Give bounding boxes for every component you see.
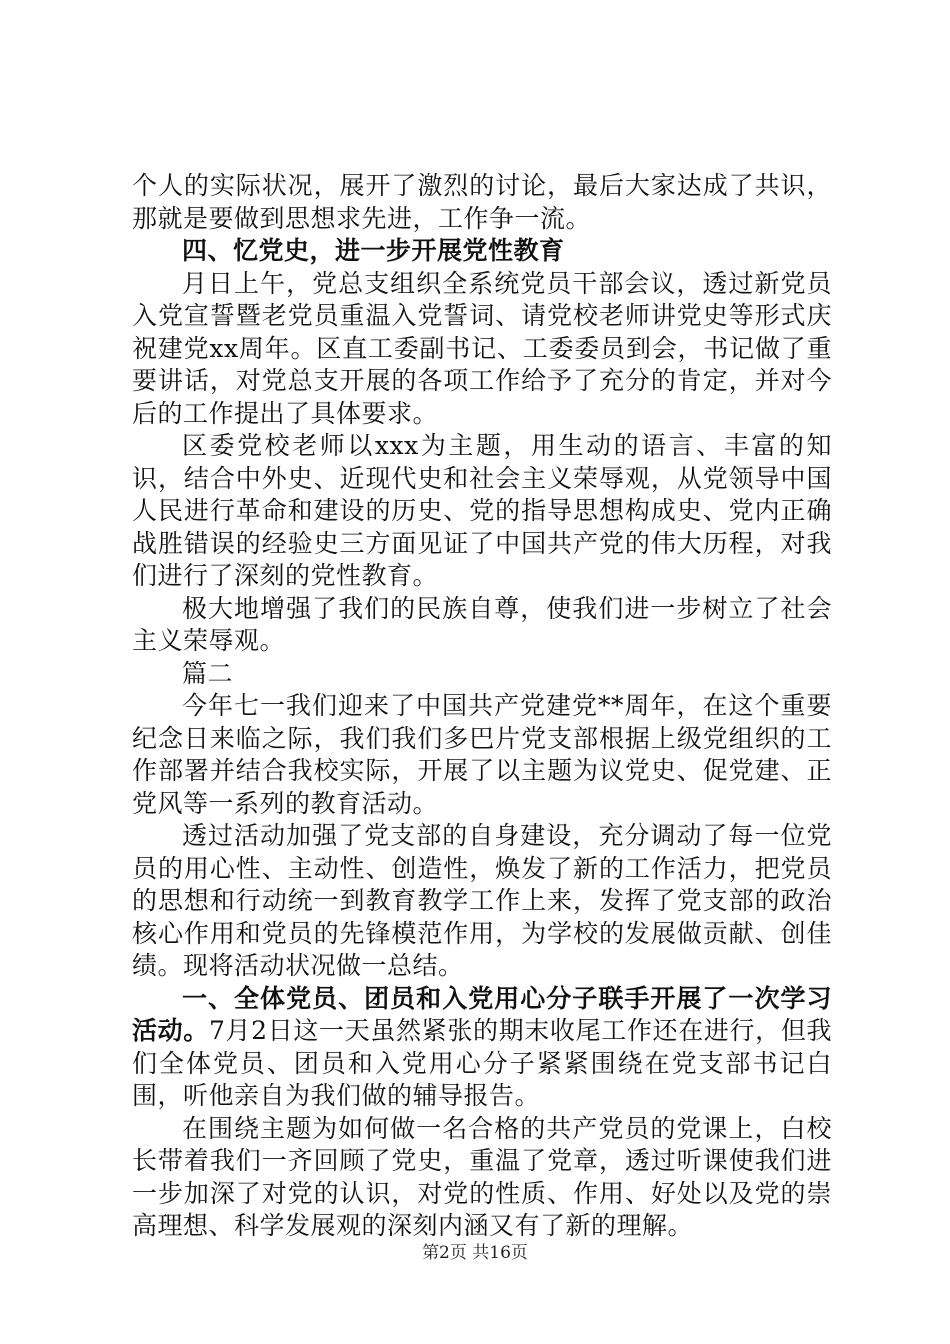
inline-heading: 一、全体党员、团员和入党用心分子联手开展了一次学习活动。 (132, 983, 832, 1045)
section-label: 篇二 (182, 658, 234, 688)
paragraph: 区委党校老师以xxx为主题，用生动的语言、丰富的知识，结合中外史、近现代史和社会主义荣辱观，从党领导中国人民进行革命和建设的历史、党的指导思想构成史、党内正确战胜错误的经验史三方面见证了中国共产党的伟大历程，对我们进行了深刻的党性教育。 (132, 431, 832, 590)
paragraph: 在围绕主题为如何做一名合格的共产党员的党课上，白校长带着我们一齐回顾了党史，重温了党章，透过听课使我们进一步加深了对党的认识，对党的性质、作用、好处以及党的崇高理想、科学发展观的深刻内涵又有了新的理解。 (132, 1113, 832, 1240)
paragraph-text: 7月2日这一天虽然紧张的期末收尾工作还在进行，但我们全体党员、团员和入党用心分子紧紧围绕在党支部书记白围，听他亲自为我们做的辅导报告。 (132, 1016, 832, 1110)
paragraph: 极大地增强了我们的民族自尊，使我们进一步树立了社会主义荣辱观。 (132, 593, 832, 655)
page-footer: 第2页 共16页 (422, 1243, 528, 1263)
paragraph: 个人的实际状况，展开了激烈的讨论，最后大家达成了共识，那就是要做到思想求先进，工作争一流。 (132, 171, 832, 233)
paragraph: 月日上午，党总支组织全系统党员干部会议，透过新党员入党宣誓暨老党员重温入党誓词、请党校老师讲党史等形式庆祝建党xx周年。区直工委副书记、工委委员到会，书记做了重要讲话，对党总支开展的各项工作给予了充分的肯定，并对今后的工作提出了具体要求。 (132, 268, 832, 428)
paragraph: 今年七一我们迎来了中国共产党建党**周年，在这个重要纪念日来临之际，我们我们多巴片党支部根据上级党组织的工作部署并结合我校实际，开展了以主题为议党史、促党建、正党风等一系列的教育活动。 (132, 691, 832, 818)
paragraph: 透过活动加强了党支部的自身建设，充分调动了每一位党员的用心性、主动性、创造性，焕发了新的工作活力，把党员的思想和行动统一到教育教学工作上来，发挥了党支部的政治核心作用和党员的先锋模范作用，为学校的发展做贡献、创佳绩。现将活动状况做一总结。 (132, 821, 832, 980)
section-heading: 四、忆党史，进一步开展党性教育 (182, 236, 565, 265)
document-body (132, 170, 832, 1243)
paragraph-with-heading (132, 983, 832, 1113)
